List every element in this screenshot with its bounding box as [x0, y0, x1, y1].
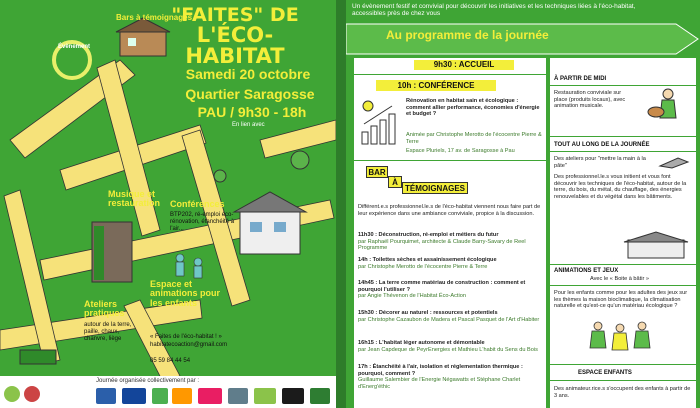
partner-logo	[152, 388, 168, 404]
accueil-pill: 9h30 : ACCUEIL	[414, 60, 514, 70]
bars-label: Bars à témoignages	[116, 13, 193, 22]
midi-title: À PARTIR DE MIDI	[554, 76, 607, 82]
session-item: 17h : Étanchéité à l'air, isolation et réglementation thermique : pourquoi, comment ? Guillaume Salembier de l'Energie Négawatts et Stéphane Charlet d'Energ'éthic	[358, 364, 523, 390]
conference-place: Espace Pluriels, 17 av. de Saragosse à Pau	[406, 148, 515, 154]
partner-logo	[198, 388, 222, 404]
jeux-title: ANIMATIONS ET JEUX	[554, 268, 619, 274]
partner-logo	[254, 388, 276, 404]
conference-title: Rénovation en habitat sain et écologique : comment allier performance, économies d'énergie et budget ?	[406, 98, 540, 118]
event-city-time: PAU / 9h30 - 18h	[197, 104, 307, 120]
energy-bars-icon	[358, 96, 402, 148]
enfants-text: Des animateur.rice.s s'occupent des enfants à partir de 3 ans.	[554, 386, 691, 399]
facebook-text: « Faites de l'éco-habitat ! »	[150, 334, 222, 340]
partner-logo	[172, 388, 192, 404]
page-gutter	[336, 0, 346, 408]
conference-pill: 10h : CONFÉRENCE	[376, 80, 496, 91]
bar-intro: Différent.e.s professionnel.le.s de l'éco-habitat viennent nous faire part de leur expérience dans une ambiance conviviale, propice à la discussion.	[358, 204, 541, 217]
ateliers-label: Ateliers pratiques	[84, 299, 125, 319]
children-icon	[580, 320, 660, 358]
guitarist-icon	[642, 86, 692, 126]
schedule-panel	[354, 58, 546, 408]
poster-front	[0, 0, 336, 408]
enfants-title: ESPACE ENFANTS	[578, 370, 632, 376]
intro-text: Un évènement festif et convivial pour découvrir les initiatives et les techniques liées à l'éco-habitat, accessibles près de chez vous	[352, 3, 636, 18]
partner-logo	[4, 386, 20, 402]
conferences-note: BTP202, ré-emploi éco-rénovation, étanchéité à l'air...	[170, 212, 235, 232]
title-line-1: "FAITES" DE	[171, 4, 299, 26]
session-item: 15h30 : Décorer au naturel : ressources et potentiels par Christophe Cazaubon de Madera et Pascal Pasquet de l'Art d'Habiter	[358, 310, 540, 323]
partners-footer	[0, 376, 336, 408]
journee-title: TOUT AU LONG DE LA JOURNÉE	[554, 142, 650, 148]
side-panel	[550, 58, 696, 408]
jeux-text: Pour les enfants comme pour les adultes des jeux sur les thèmes la maison bioclimatique, la climatisation naturelle et qu'est-ce qu'un matériau écologique ?	[554, 290, 688, 310]
bar-badge-3: TÉMOIGNAGES	[402, 182, 468, 194]
journee-text-1: Des ateliers pour "mettre la main à la pâte"	[554, 156, 646, 169]
session-item: 16h15 : L'habitat léger autonome et démontable par Jean Capdeque de PeyrEnergies et Mathieu L'habit du Sens du Bois	[358, 340, 538, 353]
title-line-2: L'ÉCO-HABITAT	[185, 23, 285, 68]
espace-label: Espace et animations pour les enfants	[150, 279, 221, 308]
conference-speaker: Animée par Christophe Merotto de l'écocentre Pierre & Terre	[406, 132, 542, 145]
conferences-label: Conférences	[170, 199, 225, 209]
midi-text: Restauration conviviale sur place (produits locaux), avec animation musicale.	[554, 90, 626, 110]
house-sketch-icon	[620, 230, 692, 260]
program-heading: Au programme de la journée	[386, 28, 549, 42]
partner-logo	[310, 388, 330, 404]
trowel-icon	[658, 154, 692, 170]
jeux-subtitle: Avec le « Boite à bâtir »	[590, 276, 649, 282]
journee-text-2: Des professionnel.le.s vous initient et vous font découvrir les techniques de l'éco-habitat, autour de la terre, du bois, du métal, du chauffage, des énergies renouvelables et du végétal dans les bâtiments.	[554, 174, 687, 200]
footer-text: Journée organisée collectivement par :	[96, 378, 200, 384]
partner-logo	[122, 388, 146, 404]
event-date: Samedi 20 octobre	[185, 66, 311, 82]
partner-logo	[228, 388, 248, 404]
musique-label: Musique et restauration	[108, 189, 161, 209]
partner-label: En lien avec	[232, 122, 265, 128]
session-item: 14h45 : La terre comme matériau de construction : comment et pourquoi l'utiliser ? par Angie Thévenon de l'Habitat Éco-Action	[358, 280, 526, 300]
partner-logo	[282, 388, 304, 404]
bar-badge-1: BAR	[366, 166, 388, 178]
bar-badge-2: À	[388, 176, 402, 188]
session-item: 11h30 : Déconstruction, ré-emploi et métiers du futur par Raphaël Pourquimet, architecte & Claude Barry-Savary de Reel Programme	[358, 232, 526, 252]
partner-logo	[96, 388, 116, 404]
poster-program	[346, 0, 700, 408]
email-text: habitatecoaction@gmail.com	[150, 342, 228, 348]
partner-logo	[24, 386, 40, 402]
phone-text: 05 59 84 44 54	[150, 358, 191, 364]
evenement-label: Évènement	[58, 44, 91, 50]
session-item: 14h : Toilettes sèches et assainissement écologique par Christophe Merotto de l'écocentre Pierre & Terre	[358, 257, 497, 270]
event-quartier: Quartier Saragosse	[185, 86, 315, 102]
ateliers-note: autour de la terre, paille, chaux, chanvre, liège	[84, 322, 132, 342]
